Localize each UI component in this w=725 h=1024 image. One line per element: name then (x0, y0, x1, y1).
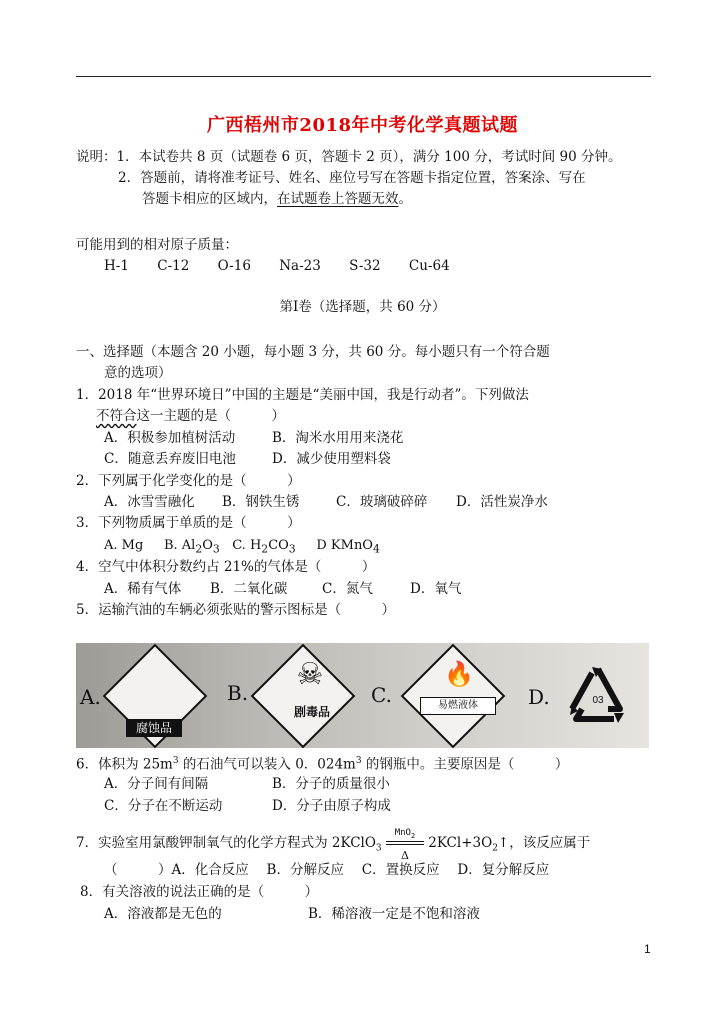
atomic-mass-header: 可能用到的相对原子质量： (76, 237, 238, 253)
atomic-mass-item: O-16 (217, 258, 251, 274)
question-3-options (104, 537, 380, 559)
sign-label-a: A. (80, 685, 101, 709)
corrosive-sign-text: 腐蚀品 (126, 719, 182, 737)
sign-label-d: D. (528, 685, 550, 709)
question-4-stem: 4．空气中体积分数约占 21%的气体是（ ） (76, 559, 376, 575)
header-rule (76, 76, 651, 77)
formula-subscript: 4 (372, 542, 380, 556)
question-4-option-d: D．氧气 (410, 581, 462, 597)
question-1-emphasis: 不符合 (96, 408, 137, 424)
skull-icon: ☠ (296, 657, 324, 692)
formula-subscript: 2 (195, 542, 203, 556)
question-2-stem: 2．下列属于化学变化的是（ ） (76, 473, 301, 489)
page-title: 广西梧州市2018年中考化学真题试题 (206, 115, 519, 136)
question-7-stem (76, 827, 591, 862)
part-header-line-1: 一、选择题（本题含 20 小题，每小题 3 分，共 60 分。每小题只有一个符合题 (76, 344, 550, 360)
instruction-line-3 (142, 190, 412, 208)
atomic-mass-list (104, 257, 474, 275)
heat-symbol: Δ (400, 848, 409, 862)
question-6-option-d: D．分子由原子构成 (272, 798, 391, 814)
question-2-option-a: A．冰雪雪融化 (104, 494, 195, 510)
question-6-stem-part: 6．体积为 25m (76, 756, 173, 773)
toxic-sign-text: 剧毒品 (293, 705, 330, 719)
formula-part: O (202, 538, 213, 553)
question-1-option-d: D．减少使用塑料袋 (272, 451, 391, 467)
question-1-option-a: A．积极参加植树活动 (104, 430, 236, 446)
question-8-stem: 8．有关溶液的说法正确的是（ ） (80, 884, 319, 900)
question-1-option-c: C．随意丢弃废旧电池 (104, 451, 236, 467)
instruction-emphasis: 在试题卷上答题无效 (277, 191, 399, 207)
question-1-stem-2 (96, 407, 285, 425)
question-7-options: （ ）A．化合反应 B．分解反应 C．置换反应 D．复分解反应 (104, 862, 550, 878)
instruction-line-2: 2．答题前，请将准考证号、姓名、座位号写在答题卡指定位置，答案涂、写在 (118, 170, 586, 186)
atomic-mass-item: H-1 (104, 258, 129, 274)
question-1-option-b: B．淘米水用用来浇花 (272, 430, 404, 446)
recycle-code: 03 (592, 695, 604, 706)
question-1-stem: 1．2018 年“世界环境日”中国的主题是“美丽中国，我是行动者”。下列做法 (76, 387, 529, 403)
question-3-option-a: A. Mg (104, 538, 144, 553)
flame-icon: 🔥 (444, 660, 474, 688)
question-4-option-a: A．稀有气体 (104, 581, 182, 597)
atomic-mass-item: Cu-64 (408, 258, 450, 274)
question-6-option-b: B．分子的质量很小 (272, 776, 390, 792)
question-6-option-c: C．分子在不断运动 (104, 798, 223, 814)
sign-label-b: B. (227, 681, 249, 705)
flammable-sign-text: 易燃液体 (420, 697, 496, 715)
reaction-arrow (386, 827, 424, 862)
question-1-stem-end: 这一主题的是（ ） (136, 408, 285, 424)
question-4-option-c: C．氮气 (322, 581, 373, 597)
superscript: 3 (355, 756, 362, 766)
question-3-stem: 3．下列物质属于单质的是（ ） (76, 515, 301, 531)
atomic-mass-item: Na-23 (279, 258, 321, 274)
formula-subscript: 2 (261, 542, 269, 556)
question-5-stem: 5．运输汽油的车辆必须张贴的警示图标是（ ） (76, 602, 396, 618)
formula-subscript: 2 (410, 831, 416, 840)
question-6-stem-part: 的石油气可以装入 0．024m (178, 756, 356, 773)
section-header: 第Ⅰ卷（选择题，共 60 分） (279, 299, 446, 315)
question-2-option-d: D．活性炭净水 (456, 494, 548, 510)
formula-subscript: 3 (375, 843, 382, 854)
formula-part: C. H (232, 538, 262, 553)
question-3-option-d (316, 538, 380, 556)
formula-subscript: 2 (492, 843, 498, 854)
question-8-option-a: A．溶液都是无色的 (104, 906, 222, 922)
catalyst-text: MnO (394, 827, 411, 838)
question-6-option-a: A．分子间有间隔 (104, 776, 209, 792)
sign-label-c: C. (371, 683, 392, 707)
formula-subscript: 3 (288, 542, 296, 556)
question-7-stem-part: ↑，该反应属于 (497, 835, 591, 851)
atomic-mass-item: S-32 (349, 258, 381, 274)
superscript: 3 (172, 756, 179, 766)
formula-part: B. Al (163, 538, 196, 553)
warning-signs-photo (76, 643, 649, 748)
part-header-line-2: 意的选项） (104, 365, 172, 381)
question-6-stem (76, 752, 568, 774)
question-2-option-b: B．钢铁生锈 (222, 494, 300, 510)
question-7-stem-part: 2KCl+3O (428, 835, 493, 851)
question-7-stem-part: 7．实验室用氯酸钾制氧气的化学方程式为 2KClO (76, 835, 376, 851)
formula-subscript: 3 (212, 542, 220, 556)
instruction-line-1: 说明：1．本试卷共 8 页（试题卷 6 页，答题卡 2 页），满分 100 分，考试时间 90 分钟。 (76, 149, 622, 165)
formula-part: CO (268, 538, 289, 553)
question-3-option-b (163, 538, 220, 556)
instruction-line-3-end: 。 (398, 191, 412, 207)
catalyst-label (386, 824, 424, 845)
question-8-option-b: B．稀溶液一定是不饱和溶液 (308, 906, 480, 922)
formula-part: D KMnO (316, 538, 373, 553)
question-4-option-b: B．二氧化碳 (210, 581, 288, 597)
question-2-option-c: C．玻璃破碎碎 (336, 494, 428, 510)
question-3-option-c (232, 538, 296, 556)
instruction-line-3-text: 答题卡相应的区域内， (142, 191, 277, 207)
question-6-stem-part: 的钢瓶中。主要原因是（ ） (361, 756, 569, 773)
atomic-mass-item: C-12 (157, 258, 190, 274)
page-number: 1 (644, 942, 651, 956)
